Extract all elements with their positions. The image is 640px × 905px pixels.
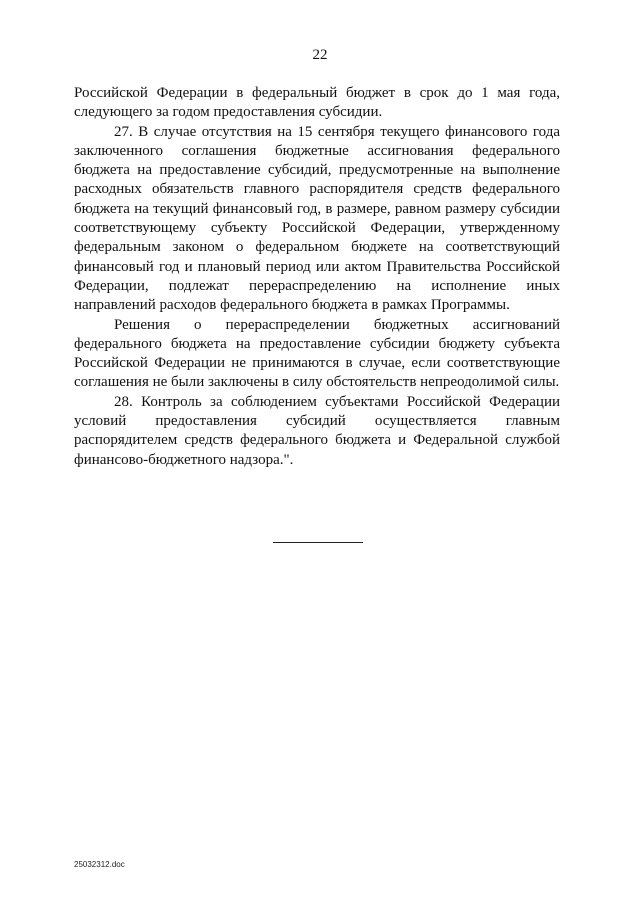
end-divider: [273, 542, 363, 543]
file-name-footer: 25032312.doc: [74, 860, 125, 869]
paragraph-item-27: 27. В случае отсутствия на 15 сентября текущего финансового года заключенного соглашения бюджетные ассигнования федерального бюджета на предоставление субсидий, предусмотренные на выполнение расходных обязательств главного распорядителя средств федерального бюджета на текущий финансовый год, в размере, равном размеру субсидии соответствующему субъекту Российской Федерации, утвержденному федеральным законом о федеральном бюджете на соответствующий финансовый год и плановый период или актом Правительства Российской Федерации, подлежат перераспределению на исполнение иных направлений расходов федерального бюджета в рамках Программы.: [74, 123, 560, 314]
paragraph-continuation: Российской Федерации в федеральный бюджет в срок до 1 мая года, следующего за годом предоставления субсидии.: [74, 85, 560, 121]
paragraph-redistribution-decisions: Решения о перераспределении бюджетных ассигнований федерального бюджета на предоставление субсидии бюджету субъекта Российской Федерации не принимаются в случае, если соответствующие соглашения не были заключены в силу обстоятельств непреодолимой силы.: [74, 316, 560, 391]
document-body: [74, 84, 560, 470]
page-number: 22: [312, 47, 328, 63]
paragraph-item-28: 28. Контроль за соблюдением субъектами Российской Федерации условий предоставления субсидий осуществляется главным распорядителем средств федерального бюджета и Федеральной службой финансово-бюджетного надзора.".: [74, 393, 560, 468]
